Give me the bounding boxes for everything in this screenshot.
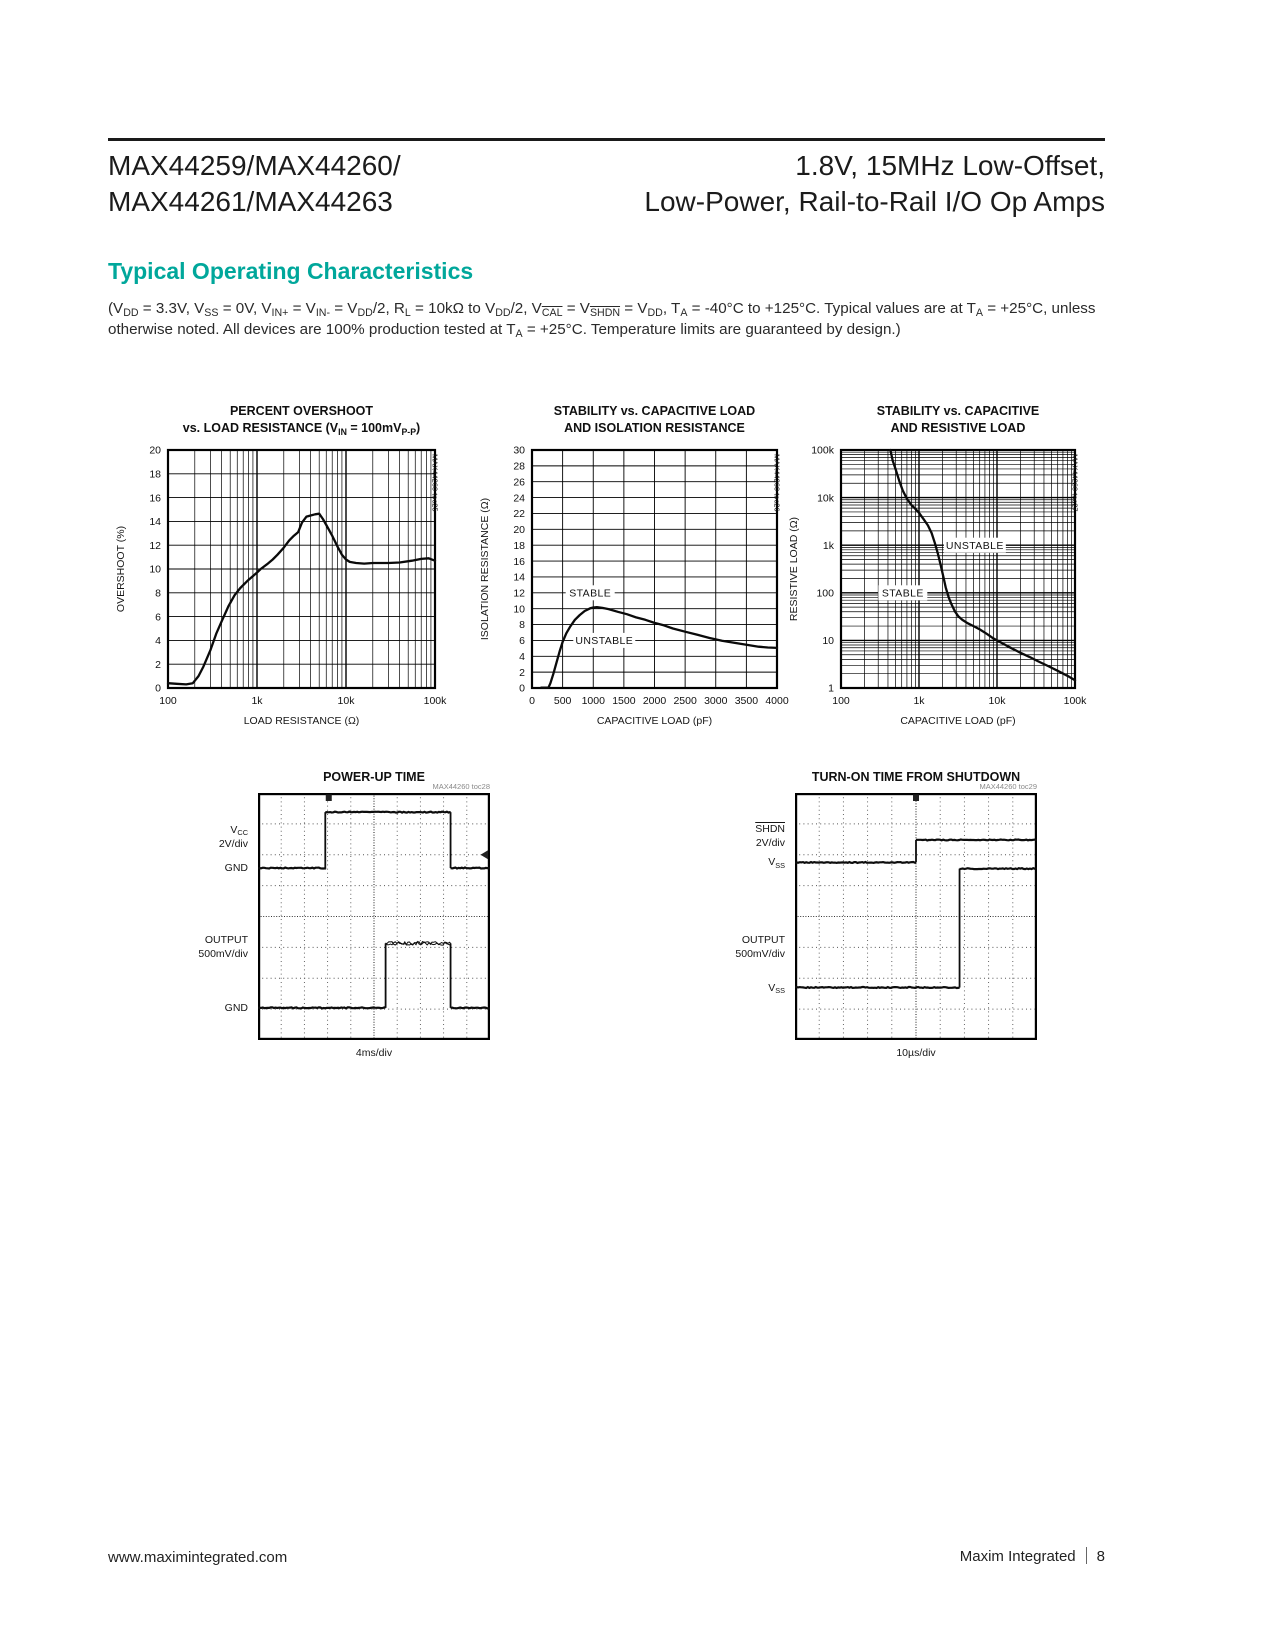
y-tick-label: 16: [513, 555, 525, 568]
y-axis-label: RESISTIVE LOAD (Ω): [788, 516, 800, 622]
x-tick-label: 100k: [1063, 695, 1087, 707]
x-tick-label: 100k: [423, 695, 447, 707]
y-tick-label: 1: [828, 682, 834, 695]
x-tick-label: 10k: [988, 695, 1006, 707]
data-curve: [168, 514, 435, 685]
data-curve: [890, 450, 1075, 680]
y-tick-label: 14: [513, 571, 525, 584]
y-axis-label: ISOLATION RESISTANCE (Ω): [479, 497, 491, 641]
y-tick-label: 14: [149, 516, 161, 529]
y-tick-label: 0: [155, 682, 161, 695]
x-axis-label: LOAD RESISTANCE (Ω): [243, 715, 360, 727]
y-tick-label: 6: [155, 611, 161, 624]
y-tick-label: 6: [519, 635, 525, 648]
chart-title: PERCENT OVERSHOOT: [229, 404, 374, 418]
chart-watermark: MAX44260 toc27: [1070, 454, 1080, 512]
x-tick-label: 2000: [642, 695, 667, 707]
y-tick-label: 12: [149, 539, 161, 552]
chart-watermark: MAX44260 toc25: [430, 454, 440, 512]
y-tick-label: 4: [155, 635, 161, 648]
x-tick-label: 3500: [734, 695, 759, 707]
chart-title: STABILITY vs. CAPACITIVE LOAD: [553, 404, 756, 418]
y-tick-label: 18: [149, 468, 161, 481]
y-tick-label: 10: [822, 635, 834, 648]
y-tick-label: 10k: [817, 492, 834, 505]
y-tick-label: 18: [513, 539, 525, 552]
y-tick-label: 28: [513, 460, 525, 473]
footer-brand: Maxim Integrated: [959, 1548, 1076, 1565]
chart-title: STABILITY vs. CAPACITIVE: [876, 404, 1040, 418]
vcc-trace: [258, 868, 325, 869]
x-axis-label: CAPACITIVE LOAD (pF): [596, 715, 713, 727]
chart-stability-resistive: [788, 404, 1087, 727]
x-tick-label: 10k: [337, 695, 355, 707]
section-title: Typical Operating Characteristics: [108, 258, 474, 284]
footer-divider: [1086, 1547, 1087, 1564]
x-tick-label: 100: [159, 695, 177, 707]
y-tick-label: 10: [513, 603, 525, 616]
chart-power-up-time: [198, 770, 490, 1059]
vcc-2vdiv-label: $V_{CC}$ 2V/div: [218, 823, 248, 850]
gnd-lower-label: GND: [224, 1001, 248, 1014]
part-numbers: [108, 148, 401, 220]
y-axis-label: OVERSHOOT (%): [115, 525, 127, 613]
trigger-level-arrow: [481, 850, 489, 859]
y-tick-label: 22: [513, 508, 525, 521]
y-tick-label: 100k: [811, 444, 834, 457]
conditions-text: ($V_{DD} = 3.3V$, $V_{SS} = 0V$, $V_{IN+} = V_{IN-} = V_{DD}/2$, $R_L = 10k\Omega$ to $V_{DD}/2$, $V_{\overline{CAL}} = V_{SHDN} = V_{DD}$, $T_A = -40^\circ C$ to +125°C. Typical values are at $T_A = +25^\circ C$, unless otherwise noted. All devices are 100% production tested at $T_A = +25^\circ C$. Temperature limits are guaranteed by design.): [108, 300, 1096, 340]
x-tick-label: 2500: [673, 695, 697, 707]
trigger-marker: [326, 795, 332, 802]
annotation-label: UNSTABLE: [575, 635, 634, 648]
annotation-label: STABLE: [881, 587, 924, 600]
x-tick-label: 0: [529, 695, 535, 707]
y-tick-label: 20: [513, 524, 525, 537]
x-tick-label: 100: [832, 695, 850, 707]
vcc-trace: [325, 812, 450, 813]
y-tick-label: 8: [155, 587, 161, 600]
y-tick-label: 1k: [822, 539, 834, 552]
y-tick-label: 2: [519, 666, 525, 679]
y-tick-label: 16: [149, 492, 161, 505]
x-tick-label: 4000: [765, 695, 789, 707]
y-tick-label: 2: [155, 658, 161, 671]
shdn-trace: [795, 862, 916, 863]
chart-title: POWER-UP TIME: [323, 770, 425, 784]
output-trace: [795, 987, 960, 988]
time-per-div-label: 4ms/div: [355, 1047, 393, 1059]
vss-upper-label: $V_{SS}$: [768, 856, 785, 870]
y-tick-label: 0: [519, 682, 525, 695]
shdn-trace: [916, 840, 1037, 841]
y-tick-label: 30: [513, 444, 525, 457]
y-tick-label: 4: [519, 650, 525, 663]
output-500mvdiv-label: OUTPUT 500mV/div: [198, 933, 248, 960]
annotation-label: UNSTABLE: [945, 540, 1004, 552]
output-500mvdiv-label: OUTPUT 500mV/div: [735, 933, 785, 960]
y-tick-label: 24: [513, 492, 525, 505]
chart-canvas: [484, 440, 791, 724]
x-tick-label: 1000: [581, 695, 605, 707]
footer-right: [960, 1547, 1105, 1565]
y-tick-label: 12: [513, 587, 525, 600]
x-axis-label: CAPACITIVE LOAD (pF): [900, 715, 1016, 727]
x-tick-label: 1500: [612, 695, 636, 707]
y-tick-label: 26: [513, 476, 525, 489]
shdn-2vdiv-label: SHDN 2V/div: [755, 822, 785, 849]
output-trace: [960, 868, 1037, 869]
chart-watermark: MAX44260 toc28: [432, 782, 490, 791]
y-tick-label: 8: [519, 619, 525, 632]
time-per-div-label: 10µs/div: [896, 1047, 936, 1059]
footer-page-number: 8: [1096, 1548, 1105, 1565]
chart-canvas: [793, 440, 1089, 724]
vcc-trace: [451, 868, 490, 869]
annotation-label: STABLE: [569, 587, 612, 600]
chart-turn-on-time: [735, 770, 1037, 1059]
product-title-line2: Low-Power, Rail-to-Rail I/O Op Amps: [644, 186, 1105, 217]
x-tick-label: 500: [553, 695, 572, 707]
x-tick-label: 3000: [704, 695, 728, 707]
chart-canvas: [120, 440, 449, 724]
chart-watermark: MAX44260 toc26: [772, 454, 782, 512]
product-title: [644, 148, 1105, 220]
x-tick-label: 1k: [913, 695, 925, 707]
output-trace: [451, 1008, 490, 1009]
chart-watermark: MAX44260 toc29: [979, 782, 1037, 791]
trigger-marker: [913, 795, 919, 802]
scope-canvas: [258, 793, 490, 1040]
header-rule: [108, 138, 1105, 141]
vss-lower-label: $V_{SS}$: [768, 981, 785, 995]
y-tick-label: 20: [149, 444, 161, 457]
chart-stability-isolation: [479, 404, 789, 727]
scope-canvas: [795, 793, 1037, 1040]
chart-subtitle: AND RESISTIVE LOAD: [890, 421, 1026, 435]
part-numbers-line2: MAX44261/MAX44263: [108, 186, 393, 217]
chart-subtitle: vs. LOAD RESISTANCE $(V_{IN} = 100mV_{P-P})$: [182, 421, 421, 437]
part-numbers-line1: MAX44259/MAX44260/: [108, 150, 401, 181]
product-title-line1: 1.8V, 15MHz Low-Offset,: [795, 150, 1105, 181]
x-tick-label: 1k: [251, 695, 263, 707]
chart-percent-overshoot: [115, 404, 447, 727]
chart-title: TURN-ON TIME FROM SHUTDOWN: [811, 770, 1021, 784]
y-tick-label: 100: [816, 587, 834, 600]
y-tick-label: 10: [149, 563, 161, 576]
gnd-upper-label: GND: [224, 862, 248, 875]
footer-url[interactable]: www.maximintegrated.com: [108, 1549, 288, 1566]
output-trace: [258, 1007, 386, 1008]
chart-subtitle: AND ISOLATION RESISTANCE: [564, 421, 745, 435]
